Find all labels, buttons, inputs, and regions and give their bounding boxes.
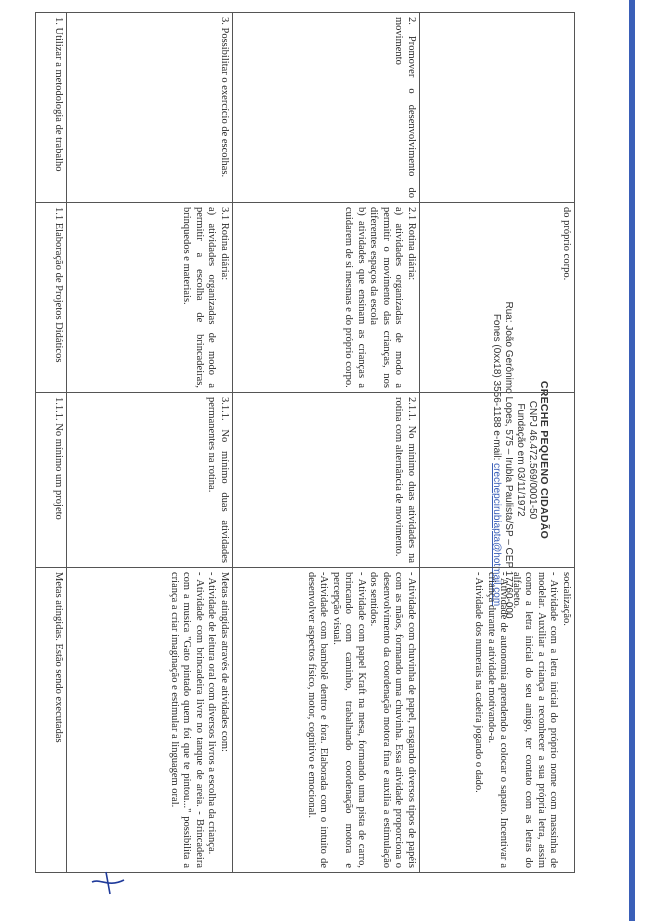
objective-cell: 3. Possibilitar o exercício de escolhas. [67,13,233,203]
objective-cell: 2. Promover o desenvolvimento do movimento [232,13,419,203]
indicator-cell: 2.1.1. No mínimo duas atividades na rotina com alternância de movimento. [232,393,419,568]
strategy-line: a) atividades organizadas de modo a permitir o movimento das crianças, nos diferentes espaços da escola [368,207,405,388]
objective-cell: 1. Utilizar a metodologia de trabalho [36,13,67,203]
table-row [67,13,233,873]
strategy-cell: do próprio corpo. [419,203,574,393]
result-line: - Atividade com chuvinha de papel, rasgando diversos tipos de papéis com as mãos, formando uma chuvinha. Essa atividade proporciona o desenvolvimento da coordenação motora fina e auxilia a estimulação dos sentidos. [368,572,417,868]
strategy-line: 3.1 Rotina diária: [218,207,230,281]
strategy-cell: 1.1 Elaboração de Projetos Didáticos [36,203,67,393]
result-line: - Atividade de leitura oral com diversos livros a escolha da criança. [206,572,218,855]
binder-edge-bar [629,0,635,921]
contact-phone: Fones (0xx18) 3556-1188 e-mail: [491,313,502,464]
result-cell: Metas atingidas. Estão sendo executadas [36,568,67,873]
table-row [419,13,574,873]
result-line: -Atividade com bambolê dentro e fora. Elaborada com o intuito de desenvolver aspectos físico, motor, cognitivo e emocional. [305,572,330,868]
table-row [232,13,419,873]
result-line: - Atividade com brincadeira livre no tanque de areia. - Brincadeira com a musica "Gato pintado quem foi que te pintou..." possibilita a criança a criar imaginação e estimular a linguagem oral. [168,572,205,868]
result-line: - Atividade com papel Kraft na mesa, formando uma pista de carro, brincando com caminho, trabalhando coordenação motora e percepção visual. [330,572,367,868]
result-cell [67,568,233,873]
strategy-line: 2.1 Rotina diária: [405,207,417,281]
goals-table [35,12,575,873]
contact-email[interactable]: crechepcirubiapta@hotmail.com [491,463,502,607]
indicator-cell: 1.1.1. No mínimo um projeto [36,393,67,568]
table-row [36,13,67,873]
result-cell [232,568,419,873]
result-line: - Atividade de autonomia aprendendo a colocar o sapato. Incentivar a criança durante a atividade motivando-a. [486,572,510,868]
org-cnpj: CNPJ 46.472.569/0001-50 [527,400,538,520]
result-cell [419,568,574,873]
result-line: - Atividade com a letra inicial do próprio nome com massinha de modelar. Auxiliar a criança a reconhecer a sua própria letra, assim como a letra inicial do seu amigo, ter contato com as letras do alfabeto. [511,572,560,868]
indicator-cell: 3.1.1. No mínimo duas atividades permanentes na rotina. [67,393,233,568]
result-line: Metas atingidas através de atividades com: [218,572,230,752]
objective-cell [419,13,574,203]
strategy-cell [67,203,233,393]
strategy-line: b) atividades que ensinam as crianças a cuidarem de si mesmas e do próprio corpo. [343,207,367,388]
org-address: Rua: João Gerônimo Lopes, 575 – Irubla Paulista/SP – CEP 17760-000 [503,301,514,619]
result-line: - Atividade dos numerais na cadeira jogando o dado. [473,572,485,793]
strategy-cell [232,203,419,393]
strategy-line: a) atividades organizadas de modo a permitir a escolha de brincadeiras, brinquedos e materiais. [181,207,218,388]
org-name: CRECHE PEQUENO CIDADÃO [538,380,550,540]
result-line: socialização. [561,572,572,626]
org-founded: Fundação em 03/11/1972 [515,403,526,517]
signature-mark-icon [88,868,128,898]
goals-table-wrapper [35,12,575,872]
indicator-cell [419,393,574,568]
